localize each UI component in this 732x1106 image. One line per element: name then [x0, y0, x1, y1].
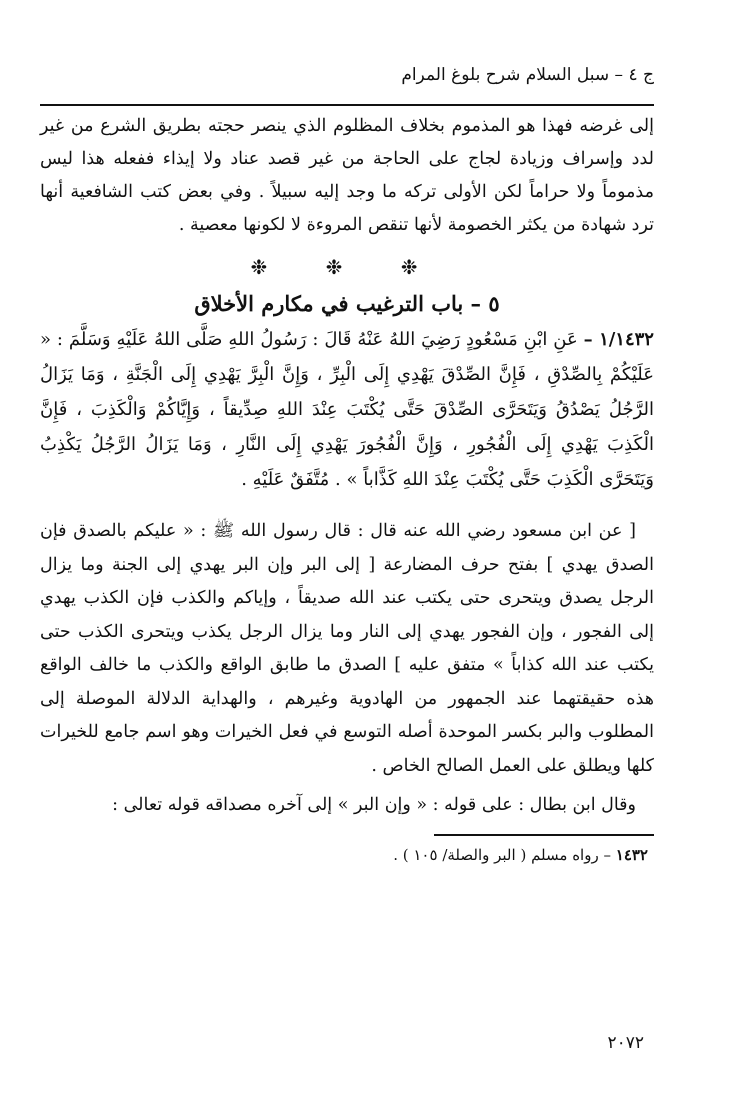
- ibn-battal-paragraph: وقال ابن بطال : على قوله : « وإن البر » إلى آخره مصداقه قوله تعالى :: [112, 795, 636, 815]
- spacer: [40, 497, 654, 515]
- section-separator: ❉ ❉ ❉: [250, 255, 444, 279]
- footnote-number: ١٤٣٢: [615, 846, 648, 864]
- chapter-title: ٥ – باب الترغيب في مكارم الأخلاق: [194, 291, 500, 316]
- hadith-body: عَنِ ابْنِ مَسْعُودٍ رَضِيَ اللهُ عَنْهُ قَالَ : رَسُولُ اللهِ صَلَّى اللهُ عَلَيْهِ وَسَلَّمَ : « عَلَيْكُمْ بِالصِّدْقِ ، فَإِنَّ الصِّدْقَ يَهْدِي إِلَى الْبِرِّ ، وَإِنَّ الْبِرَّ يَهْدِي إِلَى الْجَنَّةِ ، وَمَا يَزَالُ الرَّجُلُ يَصْدُقُ وَيَتَحَرَّى الصِّدْقَ حَتَّى يُكْتَبَ عِنْدَ اللهِ صِدِّيقاً ، وَإِيَّاكُمْ وَالْكَذِبَ ، فَإِنَّ الْكَذِبَ يَهْدِي إِلَى الْفُجُورِ ، وَإِنَّ الْفُجُورَ يَهْدِي إِلَى النَّارِ ، وَمَا يَزَالُ الرَّجُلُ يَكْذِبُ وَيَتَحَرَّى الْكَذِبَ حَتَّى يُكْتَبَ عِنْدَ اللهِ كَذَّاباً » . مُتَّفَقٌ عَلَيْهِ .: [40, 329, 654, 490]
- intro-paragraph: إلى غرضه فهذا هو المذموم بخلاف المظلوم الذي ينصر حجته بطريق الشرع من غير لدد وإسراف وزيادة لجاج على الحاجة من غير قصد عناد ولا إيذاء ففعله هذا ليس مذموماً ولا حراماً لكن الأولى تركه ما وجد إليه سبيلاً . وفي بعض كتب الشافعية أنها ترد شهادة من يكثر الخصومة لأنها تنقص المروءة لا لكونها معصية .: [40, 116, 654, 235]
- running-title: ج ٤ – سبل السلام شرح بلوغ المرام: [401, 65, 654, 85]
- header-rule: [40, 104, 654, 106]
- book-page: [40, 62, 654, 1106]
- page-number: ٢٠٧٢: [607, 1033, 644, 1053]
- footnote-text: – رواه مسلم ( البر والصلة/ ١٠٥ ) .: [393, 846, 611, 864]
- footnote: [40, 840, 654, 870]
- hadith-text: [40, 322, 654, 497]
- page-body: [40, 110, 654, 870]
- hadith-number: ١/١٤٣٢ –: [583, 329, 654, 350]
- footnote-rule: [434, 834, 654, 836]
- commentary-paragraph: [ عن ابن مسعود رضي الله عنه قال : قال رسول الله ﷺ : « عليكم بالصدق فإن الصدق يهدي ] بفتح حرف المضارعة [ إلى البر وإن البر يهدي إلى الجنة وما يزال الرجل يصدق ويتحرى حتى يكتب عند الله صديقاً ، وإياكم والكذب فإن الكذب يهدي إلى الفجور ، وإن الفجور يهدي إلى النار وما يزال الرجل يكذب ويتحرى الكذب حتى يكتب عند الله كذاباً » متفق عليه ] الصدق ما طابق الواقع والكذب ما خالف الواقع هذه حقيقتهما عند الجمهور من الهادوية وغيرهم ، والهداية الدلالة الموصلة إلى المطلوب والبر بكسر الموحدة أصله التوسع في فعل الخيرات وهو اسم جامع للخيرات كلها ويطلق على العمل الصالح الخاص .: [40, 521, 654, 776]
